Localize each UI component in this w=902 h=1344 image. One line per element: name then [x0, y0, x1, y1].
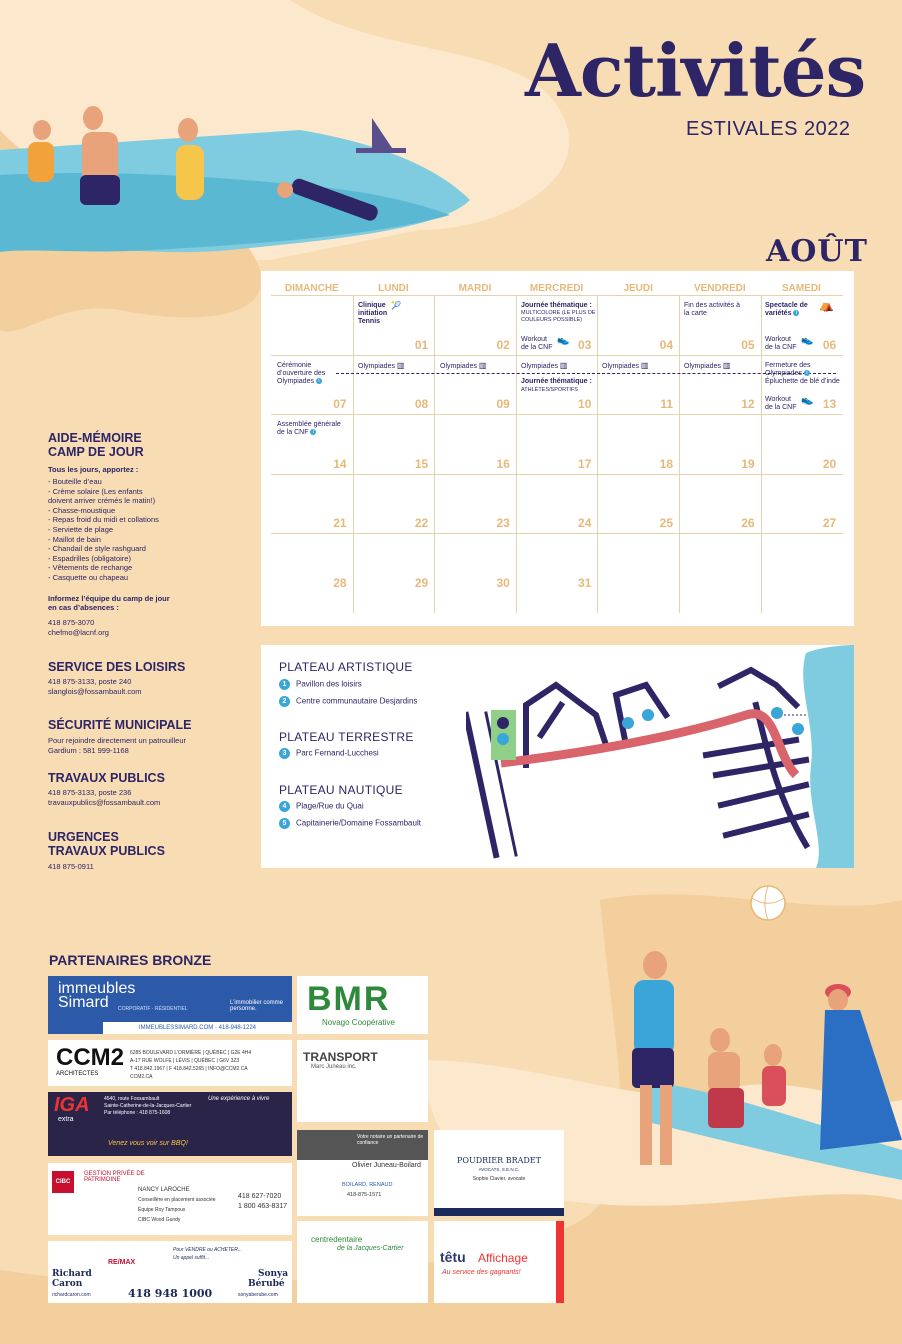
ad-notaire[interactable] — [297, 1130, 428, 1216]
poudrier-name: Sophie Clavier, avocate — [472, 1176, 526, 1182]
day-number-20: 20 — [822, 456, 837, 471]
cibc-tel1: 418 627-7020 — [238, 1193, 282, 1200]
day-number-09: 09 — [496, 397, 510, 411]
day-number-26: 26 — [741, 516, 755, 530]
aide-email[interactable]: chefmo@lacnf.org — [48, 628, 109, 637]
ad-immeubles-simard[interactable] — [48, 976, 292, 1034]
event-workout-03: Workout de la CNF — [521, 336, 553, 351]
day-header-mercredi: MERCREDI — [529, 283, 584, 294]
immeubles-line-1: immeubles — [58, 980, 136, 997]
calendar — [261, 271, 854, 626]
event-olympiades-thu: Olympiades ▥ — [602, 361, 649, 370]
aide-list-item: - Serviette de plage — [48, 524, 114, 534]
day-number-16: 16 — [496, 456, 510, 471]
bmr-sub: Novago Coopérative — [322, 1018, 395, 1027]
cibc-firm: CIBC Wood Gundy — [138, 1217, 181, 1223]
grid-hline — [271, 414, 843, 415]
grid-vline — [761, 295, 762, 613]
notaire-tel: 418-875-1571 — [347, 1192, 382, 1198]
ad-ccm2[interactable] — [48, 1040, 292, 1086]
shoe-icon: 👟 — [801, 395, 814, 406]
grid-vline — [597, 295, 598, 613]
iga-logo: IGA — [54, 1094, 90, 1116]
day-number-17: 17 — [578, 456, 592, 471]
remax-brand: RE/MAX — [108, 1259, 136, 1266]
day-number-15: 15 — [414, 456, 429, 471]
immeubles-url: IMMEUBLESSIMARD.COM · 418-948-1224 — [103, 1022, 292, 1034]
aide-list-item: - Espadrilles (obligatoire) — [48, 553, 131, 563]
remax-name4: Bérubé — [248, 1279, 285, 1289]
aide-list-item: - Chasse-moustique — [48, 505, 116, 515]
notaire-firm: BOILARD, RENAUD — [342, 1182, 393, 1188]
page-subtitle: ESTIVALES 2022 — [686, 118, 851, 140]
loisirs-phone: 418 875-3133, poste 240 — [48, 677, 132, 686]
aide-list-item: doivent arriver crémés le matin!) — [48, 496, 156, 506]
ccm2-addr: 6285 BOULEVARD L’ORMIÈRE | QUÉBEC | G2E 4H4 — [130, 1050, 252, 1056]
aide-list-item: - Chandail de style rashguard — [48, 544, 146, 554]
grid-vline — [679, 295, 680, 613]
day-number-18: 18 — [659, 456, 673, 471]
event-ceremonie: Cérémonie d’ouverture des Olympiades i — [277, 362, 326, 385]
event-workout-06: Workout de la CNF — [765, 336, 797, 351]
tetu-sub: Au service des gagnants! — [442, 1269, 521, 1276]
grid-vline — [516, 295, 517, 613]
grid-vline — [434, 295, 435, 613]
aide-title-2: CAMP DE JOUR — [48, 445, 144, 459]
immeubles-slogan: L’immobilier comme personne. — [230, 1000, 284, 1012]
day-header-samedi: SAMEDI — [781, 283, 821, 294]
day-number-04: 04 — [659, 337, 673, 352]
plateaux-panel — [261, 645, 854, 868]
day-number-10: 10 — [578, 397, 592, 411]
iga-slogan2: Venez vous voir sur BBQ! — [108, 1140, 188, 1147]
aide-absence-1: Informez l’équipe du camp de jour — [48, 594, 170, 603]
day-number-21: 21 — [333, 516, 347, 530]
event-olympiades-mon: Olympiades ▥ — [358, 361, 405, 370]
plateaux-map — [466, 645, 854, 868]
notaire-tag: Votre notaire un partenaire de confiance — [357, 1134, 424, 1146]
remax-web2: sonyaberube.com — [238, 1292, 278, 1298]
event-olympiades-tue: Olympiades ▥ — [440, 361, 487, 370]
plateau-item-2: 2 Centre communautaire Desjardins — [279, 696, 417, 707]
urgences-title-2: TRAVAUX PUBLICS — [48, 844, 165, 858]
day-number-03: 03 — [578, 337, 592, 352]
cibc-team: Équipe Roy Tampoux — [138, 1207, 186, 1213]
plateau-item-5: 5 Capitainerie/Domaine Fossambault — [279, 818, 421, 829]
day-number-24: 24 — [578, 516, 592, 530]
event-clinique-tennis: Clinique initiation Tennis — [358, 302, 388, 325]
grid-hline — [271, 295, 843, 296]
aide-intro: Tous les jours, apportez : — [48, 465, 139, 474]
immeubles-sub: CORPORATIF · RÉSIDENTIEL — [118, 1006, 188, 1012]
securite-line-2: Gardium : 581 999-1168 — [48, 746, 129, 755]
day-number-25: 25 — [659, 516, 673, 530]
event-workout-13: Workout de la CNF — [765, 396, 797, 411]
iga-addr: 4540, route Fossambault — [104, 1096, 160, 1102]
aide-list-item: - Crème solaire (Les enfants — [48, 486, 143, 496]
ad-bmr[interactable] — [297, 976, 428, 1034]
event-journee-thematique-1: Journée thématique : — [521, 302, 592, 309]
ccm2-sub: ARCHITECTES — [56, 1071, 99, 1077]
dentaire-line-2: de la Jacques-Cartier — [337, 1245, 404, 1252]
travaux-email[interactable]: travauxpublics@fossambault.com — [48, 798, 161, 807]
iga-addr2: Sainte-Catherine-de-la-Jacques-Cartier — [104, 1103, 192, 1109]
ccm2-web: CCM2.CA — [130, 1074, 153, 1080]
aide-list-item: - Maillot de bain — [48, 534, 101, 544]
event-olympiades-wed: Olympiades ▥ — [521, 361, 568, 370]
securite-line-1: Pour rejoindre directement un patrouilleur — [48, 736, 186, 745]
day-header-lundi: LUNDI — [378, 283, 409, 294]
travaux-title: TRAVAUX PUBLICS — [48, 771, 165, 785]
olympiades-line — [336, 373, 836, 374]
immeubles-line-2: Simard — [58, 994, 109, 1011]
shoe-icon: 👟 — [557, 335, 570, 346]
day-number-28: 28 — [333, 575, 347, 590]
loisirs-email[interactable]: slanglois@fossambault.com — [48, 687, 142, 696]
aide-list — [48, 477, 159, 583]
day-number-12: 12 — [741, 397, 755, 411]
stage-icon: ⛺ — [819, 298, 834, 312]
event-epluchette: Épluchette de blé d’inde — [765, 378, 840, 385]
aide-list-item: - Casquette ou chapeau — [48, 572, 129, 582]
aide-absence-2: en cas d’absences : — [48, 603, 119, 612]
transport-sub: Marc Juneau inc. — [311, 1064, 357, 1070]
grid-hline — [271, 355, 843, 356]
day-number-07: 07 — [333, 397, 347, 411]
dentaire-line-1: centredentaire — [311, 1235, 363, 1244]
ad-remax[interactable] — [48, 1241, 292, 1303]
ad-iga[interactable] — [48, 1092, 292, 1156]
plateau-item-3: 3 Parc Fernand-Lucchesi — [279, 748, 379, 759]
day-number-05: 05 — [741, 337, 755, 352]
aide-phone: 418 875-3070 — [48, 618, 95, 627]
day-header-jeudi: JEUDI — [623, 283, 653, 294]
remax-tel: 418 948 1000 — [128, 1287, 213, 1300]
event-journee-thematique-2: Journée thématique : — [521, 378, 592, 385]
event-athletes: ATHLÈTES/SPORTIFS — [521, 387, 578, 393]
loisirs-title: SERVICE DES LOISIRS — [48, 660, 186, 674]
event-olympiades-fri: Olympiades ▥ — [684, 361, 731, 370]
urgences-title-1: URGENCES — [48, 830, 119, 844]
tetu-logo-2: Affichage — [478, 1251, 528, 1265]
cibc-title: GESTION PRIVÉE DE PATRIMOINE — [84, 1171, 145, 1183]
tetu-logo-1: têtu — [440, 1249, 466, 1265]
plateau-nautique-title: PLATEAU NAUTIQUE — [279, 783, 403, 797]
remax-tag: Pour VENDRE ou ACHETER... — [173, 1247, 243, 1253]
day-number-13: 13 — [822, 397, 837, 411]
ad-cibc[interactable] — [48, 1163, 292, 1235]
grid-vline — [353, 295, 354, 613]
day-number-30: 30 — [496, 575, 510, 590]
remax-name1: Richard — [52, 1269, 92, 1279]
securite-title: SÉCURITÉ MUNICIPALE — [48, 718, 192, 732]
grid-hline — [271, 533, 843, 534]
day-number-02: 02 — [496, 337, 510, 352]
iga-sub: extra — [58, 1116, 74, 1123]
plateau-artistique-title: PLATEAU ARTISTIQUE — [279, 660, 413, 674]
cibc-role: Conseillère en placement associée — [138, 1197, 216, 1203]
travaux-phone: 418 875-3133, poste 236 — [48, 788, 132, 797]
iga-slogan: Une expérience à vivre — [208, 1096, 270, 1102]
ad-tetu-affichage[interactable] — [434, 1221, 564, 1303]
plateau-item-4: 4 Plage/Rue du Quai — [279, 801, 364, 812]
day-number-23: 23 — [496, 516, 510, 530]
bmr-logo: BMR — [307, 980, 391, 1018]
page-title: Activités — [525, 28, 866, 113]
day-number-22: 22 — [414, 516, 429, 530]
poudrier-sub: AVOCATS, S.E.N.C. — [478, 1167, 520, 1172]
partners-title: PARTENAIRES BRONZE — [49, 952, 212, 968]
day-number-06: 06 — [822, 337, 837, 352]
ad-centredentaire[interactable] — [297, 1221, 428, 1303]
event-fin-activites: Fin des activités à la carte — [684, 302, 741, 317]
aide-list-item: - Vêtements de rechange — [48, 563, 133, 573]
ccm2-logo: CCM2 — [56, 1044, 125, 1071]
remax-tag2: Un appel suffit... — [173, 1255, 210, 1261]
plateau-item-1: 1 Pavillon des loisirs — [279, 679, 362, 690]
aide-title-1: AIDE-MÉMOIRE — [48, 431, 142, 445]
shoe-icon: 👟 — [801, 335, 814, 346]
remax-name3: Sonya — [258, 1269, 289, 1279]
ccm2-tel: T 418.842.1967 | F 418.842.5265 | INFO@CCM2.CA — [130, 1066, 248, 1072]
day-number-01: 01 — [414, 337, 429, 352]
urgences-phone: 418 875-0911 — [48, 862, 94, 871]
cibc-logo: CIBC — [52, 1171, 74, 1193]
day-header-mardi: MARDI — [458, 283, 492, 294]
day-number-29: 29 — [414, 575, 429, 590]
month-title: AOÛT — [766, 234, 868, 269]
ad-poudrier-bradet[interactable] — [434, 1130, 564, 1216]
day-number-19: 19 — [741, 456, 755, 471]
event-assemblee: Assemblée générale de la CNF i — [277, 421, 341, 436]
day-number-31: 31 — [578, 575, 592, 590]
day-header-vendredi: VENDREDI — [693, 283, 746, 294]
event-fermeture: Fermeture des Olympiades i — [765, 362, 811, 377]
aide-list-item: - Repas froid du midi et collations — [48, 515, 159, 525]
remax-web1: richardcaron.com — [52, 1292, 91, 1298]
day-number-14: 14 — [333, 456, 347, 471]
aide-list-item: - Bouteille d’eau — [48, 477, 102, 486]
cibc-tel2: 1 800 463-8317 — [238, 1203, 288, 1210]
event-multicolore: MULTICOLORE (LE PLUS DE COULEURS POSSIBLE) — [521, 310, 596, 323]
plateau-terrestre-title: PLATEAU TERRESTRE — [279, 730, 414, 744]
day-header-dimanche: DIMANCHE — [284, 283, 339, 294]
tennis-icon: 🎾 — [391, 301, 401, 310]
notaire-name: Olivier Juneau-Boilard — [352, 1162, 421, 1169]
transport-logo: TRANSPORT — [303, 1050, 378, 1064]
remax-name2: Caron — [52, 1279, 83, 1289]
grid-hline — [271, 474, 843, 475]
event-spectacle: Spectacle de variétés i — [765, 302, 808, 317]
day-number-08: 08 — [414, 397, 429, 411]
ad-transport[interactable] — [297, 1040, 428, 1122]
day-number-11: 11 — [660, 397, 673, 411]
poudrier-logo: POUDRIER BRADET — [457, 1156, 541, 1165]
ccm2-addr2: A-17 RUE WOLFE | LÉVIS | QUÉBEC | G6V 3Z3 — [130, 1058, 240, 1064]
day-number-27: 27 — [822, 516, 837, 530]
iga-tel: Par téléphone : 418 875-1608 — [104, 1110, 171, 1116]
cibc-name: NANCY LAROCHE — [138, 1187, 190, 1193]
